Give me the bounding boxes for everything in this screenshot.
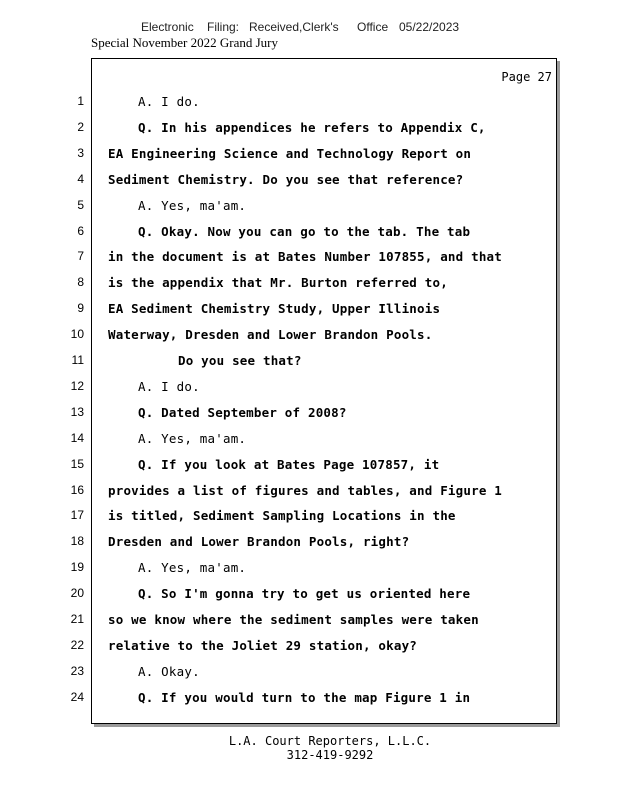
transcript-line: A. I do.	[138, 379, 200, 394]
transcript-line: A. Yes, ma'am.	[138, 560, 247, 575]
line-number: 19	[70, 560, 84, 574]
transcript-line: Do you see that?	[178, 353, 302, 368]
line-number: 12	[70, 379, 84, 393]
line-number: 18	[70, 534, 84, 548]
line-number: 1	[77, 94, 84, 108]
line-number: 13	[70, 405, 84, 419]
line-number: 20	[70, 586, 84, 600]
transcript-line: A. Yes, ma'am.	[138, 198, 247, 213]
line-number: 6	[77, 224, 84, 238]
line-number: 22	[70, 638, 84, 652]
transcript-line: Q. In his appendices he refers to Appendix C,	[138, 120, 486, 135]
transcript-line: A. I do.	[138, 94, 200, 109]
line-number: 24	[70, 690, 84, 704]
transcript-line: EA Engineering Science and Technology Report on	[108, 146, 472, 161]
line-number: 2	[77, 120, 84, 134]
line-number: 21	[70, 612, 84, 626]
stamp-word-electronic: Electronic	[141, 20, 194, 34]
transcript-line: Dresden and Lower Brandon Pools, right?	[108, 534, 410, 549]
stamp-word-received: Received,Clerk's	[249, 20, 339, 34]
stamp-date: 05/22/2023	[399, 20, 460, 34]
page-number: Page 27	[501, 70, 552, 84]
transcript-line: Sediment Chemistry. Do you see that reference?	[108, 172, 464, 187]
transcript-line: Q. If you would turn to the map Figure 1 in	[138, 690, 471, 705]
line-number: 23	[70, 664, 84, 678]
transcript-line: A. Okay.	[138, 664, 200, 679]
line-number: 14	[70, 431, 84, 445]
grand-jury-header: Special November 2022 Grand Jury	[91, 35, 279, 50]
transcript-line: Q. Dated September of 2008?	[138, 405, 347, 420]
line-number: 4	[77, 172, 84, 186]
line-number: 17	[70, 508, 84, 522]
transcript-line: so we know where the sediment samples were taken	[108, 612, 479, 627]
transcript-line: Q. If you look at Bates Page 107857, it	[138, 457, 440, 472]
line-number: 7	[77, 249, 84, 263]
line-number: 8	[77, 275, 84, 289]
footer-phone: 312-419-9292	[286, 748, 374, 762]
transcript-line: EA Sediment Chemistry Study, Upper Illinois	[108, 301, 441, 316]
electronic-filing-stamp	[141, 20, 501, 36]
line-number: 10	[70, 327, 84, 341]
transcript-line: in the document is at Bates Number 107855, and that	[108, 249, 503, 264]
line-number: 3	[77, 146, 84, 160]
transcript-line: Q. Okay. Now you can go to the tab. The tab	[138, 224, 471, 239]
stamp-word-filing: Filing:	[207, 20, 240, 34]
transcript-line: is the appendix that Mr. Burton referred to,	[108, 275, 448, 290]
footer-company: L.A. Court Reporters, L.L.C.	[228, 734, 432, 748]
transcript-line: relative to the Joliet 29 station, okay?	[108, 638, 418, 653]
transcript-line: Waterway, Dresden and Lower Brandon Pools.	[108, 327, 433, 342]
transcript-line: Q. So I'm gonna try to get us oriented here	[138, 586, 471, 601]
stamp-word-office: Office	[357, 20, 389, 34]
line-number: 16	[70, 483, 84, 497]
line-number: 15	[70, 457, 84, 471]
transcript-line: A. Yes, ma'am.	[138, 431, 247, 446]
line-number: 11	[71, 353, 84, 367]
line-number: 9	[77, 301, 84, 315]
transcript-line: is titled, Sediment Sampling Locations in the	[108, 508, 456, 523]
transcript-line: provides a list of figures and tables, and Figure 1	[108, 483, 503, 498]
line-number: 5	[77, 198, 84, 212]
